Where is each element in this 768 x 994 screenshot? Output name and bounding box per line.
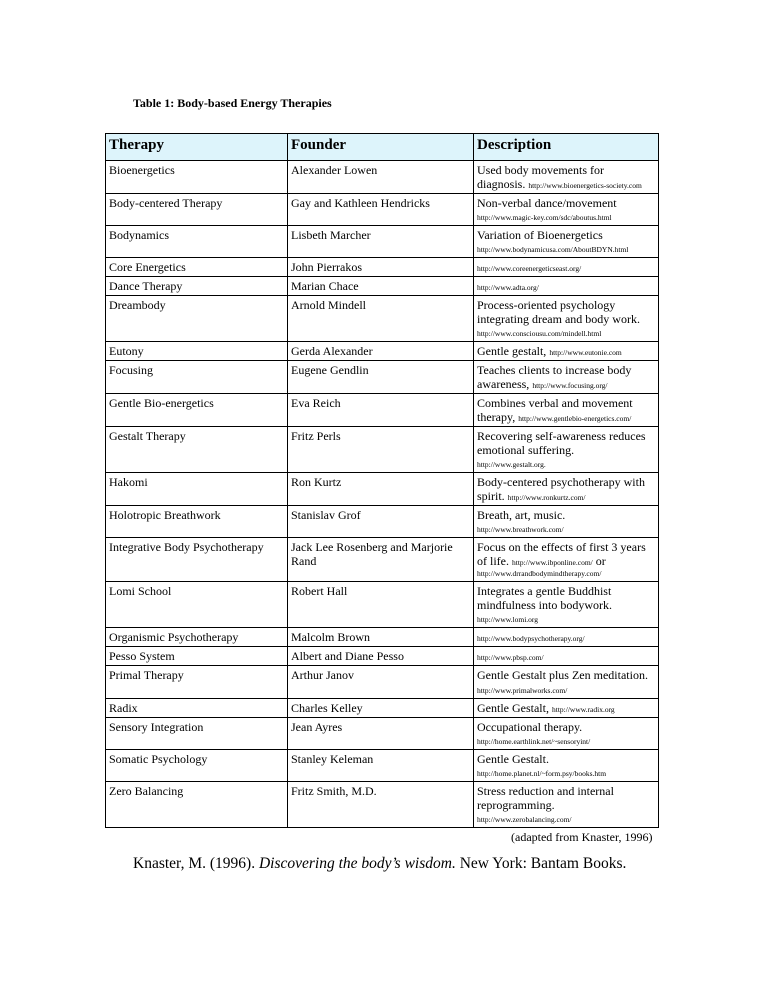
description-text: Used body movements for diagnosis. [477,163,604,191]
description-text: Focus on the effects of first 3 years of life. [477,540,646,568]
description-cell [474,296,659,342]
founder-cell: Stanislav Grof [288,506,474,538]
table-caption: Table 1: Body-based Energy Therapies [133,96,332,110]
description-text: Process-oriented psychology integrating dream and body work. [477,298,640,326]
founder-cell: Charles Kelley [288,699,474,718]
founder-cell: Stanley Keleman [288,750,474,782]
therapy-cell: Hakomi [106,473,288,506]
table-row [106,226,659,258]
description-cell [474,427,659,473]
reference-publisher: New York: Bantam Books. [459,855,627,872]
description-text: Non-verbal dance/movement [477,196,617,210]
reference-citation [133,855,626,873]
founder-cell: Arthur Janov [288,666,474,699]
website-link[interactable]: http://www.gestalt.org. [477,460,546,469]
website-link[interactable]: http://www.ronkurtz.com/ [507,493,586,502]
description-text: Recovering self-awareness reduces emotional suffering. [477,429,646,457]
or-text: or [595,554,606,568]
therapy-cell: Bioenergetics [106,161,288,194]
website-link[interactable]: http://home.planet.nl/~form.psy/books.htm [477,769,607,778]
founder-cell: Fritz Perls [288,427,474,473]
founder-cell: Eugene Gendlin [288,361,474,394]
description-cell [474,473,659,506]
founder-cell: John Pierrakos [288,258,474,277]
website-link[interactable]: http://www.coreenergeticseast.org/ [477,264,582,273]
description-text: Variation of Bioenergetics [477,228,603,242]
description-text: Body-centered psychotherapy with spirit. [477,475,645,503]
founder-cell: Arnold Mindell [288,296,474,342]
website-link[interactable]: http://www.pbsp.com/ [477,653,544,662]
founder-cell: Jean Ayres [288,718,474,750]
website-link[interactable]: http://www.eutonie.com [549,348,622,357]
table-row [106,718,659,750]
description-cell [474,699,659,718]
therapy-cell: Eutony [106,342,288,361]
table-header-row [106,134,659,161]
website-link[interactable]: http://www.magic-key.com/sdc/aboutus.html [477,213,612,222]
description-text: Breath, art, music. [477,508,566,522]
therapy-cell: Organismic Psychotherapy [106,628,288,647]
table-row [106,427,659,473]
description-cell [474,342,659,361]
founder-cell: Malcolm Brown [288,628,474,647]
description-cell [474,194,659,226]
therapy-cell: Bodynamics [106,226,288,258]
website-link[interactable]: http://www.bodypsychotherapy.org/ [477,634,585,643]
founder-cell: Ron Kurtz [288,473,474,506]
founder-cell: Jack Lee Rosenberg and Marjorie Rand [288,538,474,582]
therapy-cell: Lomi School [106,582,288,628]
website-link[interactable]: http://www.gentlebio-energetics.com/ [518,414,632,423]
founder-cell: Albert and Diane Pesso [288,647,474,666]
table-row [106,506,659,538]
website-link[interactable]: http://www.lomi.org [477,615,539,624]
description-text: Teaches clients to increase body awareness, [477,363,632,391]
website-link[interactable]: http://www.primalworks.com/ [477,686,568,695]
description-text: Combines verbal and movement therapy, [477,396,633,424]
therapy-cell: Pesso System [106,647,288,666]
therapy-cell: Holotropic Breathwork [106,506,288,538]
table-row [106,782,659,828]
table-row [106,296,659,342]
table-row [106,699,659,718]
website-link[interactable]: http://www.ibponline.com/ [512,558,593,567]
description-cell [474,277,659,296]
column-header-founder: Founder [288,134,474,161]
founder-cell: Fritz Smith, M.D. [288,782,474,828]
founder-cell: Lisbeth Marcher [288,226,474,258]
table-body [106,161,659,828]
table-row [106,258,659,277]
description-cell [474,628,659,647]
therapy-table [105,133,659,828]
therapy-cell: Somatic Psychology [106,750,288,782]
founder-cell: Robert Hall [288,582,474,628]
website-link[interactable]: http://www.breathwork.com/ [477,525,564,534]
founder-cell: Eva Reich [288,394,474,427]
website-link[interactable]: http://www.focusing.org/ [532,381,608,390]
founder-cell: Gay and Kathleen Hendricks [288,194,474,226]
description-text: Gentle Gestalt, [477,701,549,715]
table-row [106,538,659,582]
description-cell [474,394,659,427]
reference-title: Discovering the body’s wisdom. [258,855,456,872]
description-text: Gentle gestalt, [477,344,547,358]
description-cell [474,161,659,194]
website-link[interactable]: http://www.drrandbodymindtherapy.com/ [477,569,602,578]
description-cell [474,361,659,394]
description-cell [474,718,659,750]
website-link[interactable]: http://www.zerobalancing.com/ [477,815,572,824]
column-header-therapy: Therapy [106,134,288,161]
therapy-cell: Sensory Integration [106,718,288,750]
therapy-cell: Zero Balancing [106,782,288,828]
reference-author: Knaster, M. (1996). [133,855,256,872]
therapy-cell: Gentle Bio-energetics [106,394,288,427]
therapy-cell: Gestalt Therapy [106,427,288,473]
description-cell [474,647,659,666]
description-text: Stress reduction and internal reprogramming. [477,784,614,812]
table-row [106,647,659,666]
founder-cell: Marian Chace [288,277,474,296]
description-cell [474,666,659,699]
website-link[interactable]: http://home.earthlink.net/~sensoryint/ [477,737,591,746]
founder-cell: Alexander Lowen [288,161,474,194]
table-row [106,582,659,628]
table-row [106,628,659,647]
website-link[interactable]: http://www.consciousu.com/mindell.html [477,329,602,338]
website-link[interactable]: http://www.radix.org [551,705,615,714]
therapy-cell: Radix [106,699,288,718]
table-row [106,394,659,427]
therapy-cell: Integrative Body Psychotherapy [106,538,288,582]
website-link[interactable]: http://www.adta.org/ [477,283,539,292]
table-row [106,194,659,226]
description-cell [474,750,659,782]
table-row [106,277,659,296]
table-row [106,750,659,782]
table-row [106,666,659,699]
table-row [106,361,659,394]
source-note: (adapted from Knaster, 1996) [511,830,653,844]
table-row [106,161,659,194]
therapy-cell: Core Energetics [106,258,288,277]
therapy-cell: Primal Therapy [106,666,288,699]
description-text: Integrates a gentle Buddhist mindfulness into bodywork. [477,584,612,612]
description-cell [474,258,659,277]
therapy-cell: Dreambody [106,296,288,342]
description-text: Occupational therapy. [477,720,583,734]
description-cell [474,538,659,582]
table-row [106,342,659,361]
table-row [106,473,659,506]
description-text: Gentle Gestalt. [477,752,549,766]
therapy-cell: Body-centered Therapy [106,194,288,226]
founder-cell: Gerda Alexander [288,342,474,361]
description-cell [474,506,659,538]
description-text: Gentle Gestalt plus Zen meditation. [477,668,648,682]
description-cell [474,582,659,628]
therapy-cell: Dance Therapy [106,277,288,296]
column-header-description: Description [474,134,659,161]
therapy-cell: Focusing [106,361,288,394]
website-link[interactable]: http://www.bodynamicusa.com/AboutBDYN.html [477,245,629,254]
description-cell [474,226,659,258]
website-link[interactable]: http://www.bioenergetics-society.com [528,181,642,190]
description-cell [474,782,659,828]
